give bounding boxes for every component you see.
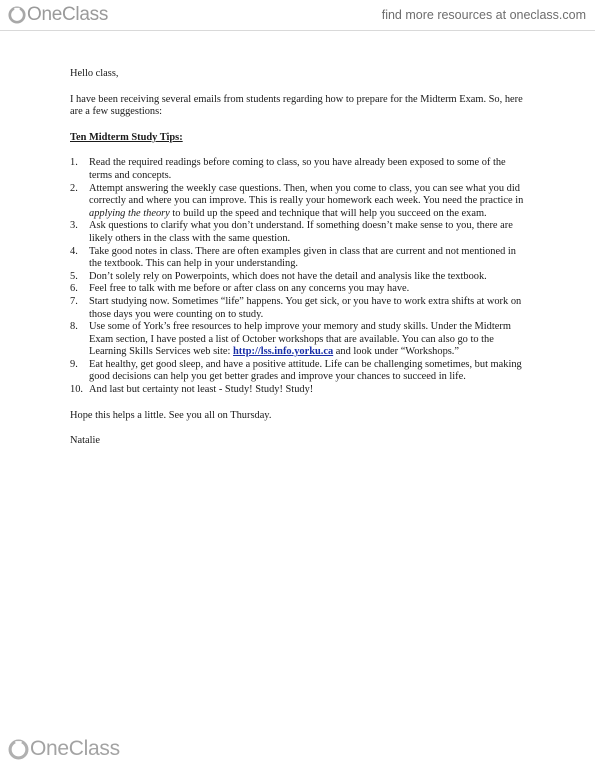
list-item [70, 384, 530, 397]
list-item [70, 246, 530, 271]
item-text-part: Attempt answering the weekly case questions. Then, when you come to class, you can see what you did correctly and where you can improve. This is really your homework each week. You need the practice in [89, 182, 524, 207]
item-number: 1. [70, 157, 78, 169]
footer-oneclass-logo[interactable] [8, 737, 120, 761]
item-number: 6. [70, 283, 78, 295]
item-text: Take good notes in class. There are often examples given in class that are current and not mentioned in the textbook. This can help in your understanding. [89, 245, 516, 270]
footer-logo-text: OneClass [30, 737, 120, 760]
item-text: Read the required readings before coming to class, so you have already been exposed to some of the terms and concepts. [89, 157, 506, 181]
list-item [70, 157, 530, 182]
item-text-part: to build up the speed and technique that will help you succeed on the exam. [169, 207, 487, 219]
page-header [0, 0, 595, 31]
item-number: 5. [70, 270, 78, 282]
list-item [70, 296, 530, 321]
item-text-part: and look under “Workshops.” [333, 346, 460, 358]
signature: Natalie [70, 435, 100, 447]
item-text: And last but certainty not least - Study! Study! Study! [89, 384, 314, 396]
item-number: 2. [70, 182, 78, 194]
list-item [70, 283, 530, 296]
resources-link[interactable]: find more resources at oneclass.com [381, 8, 586, 22]
item-number: 10. [70, 384, 83, 396]
item-text: Start studying now. Sometimes “life” happens. You get sick, or you have to work extra shifts at work on those days you were counting on to study. [89, 295, 522, 320]
list-item [70, 359, 530, 384]
item-number: 8. [70, 321, 78, 333]
emphasis-applying-theory: applying the theory [89, 207, 170, 219]
item-text: Eat healthy, get good sleep, and have a positive attitude. Life can be challenging sometimes, but making good decisions can help you get better grades and improve your chances to succeed in life. [89, 358, 522, 383]
list-item [70, 220, 530, 245]
item-number: 7. [70, 295, 78, 307]
tips-heading: Ten Midterm Study Tips: [70, 131, 183, 143]
item-text: Don’t solely rely on Powerpoints, which does not have the detail and analysis like the textbook. [89, 270, 487, 282]
greeting: Hello class, [70, 68, 119, 79]
closing-line: Hope this helps a little. See you all on Thursday. [70, 409, 272, 421]
oneclass-logo-icon [8, 6, 26, 24]
list-item [70, 183, 530, 221]
intro-paragraph: I have been receiving several emails from students regarding how to prepare for the Midterm Exam. So, here are a few suggestions: [70, 93, 523, 118]
item-number: 9. [70, 358, 78, 370]
item-number: 3. [70, 220, 78, 232]
item-text: Feel free to talk with me before or after class on any concerns you may have. [89, 283, 410, 295]
item-text: Ask questions to clarify what you don’t understand. If something doesn’t make sense to you, there are likely others in the class with the same question. [89, 220, 513, 244]
learning-skills-link[interactable]: http://lss.info.yorku.ca [233, 346, 334, 358]
letter-body [70, 68, 530, 448]
oneclass-logo[interactable] [8, 5, 108, 25]
item-text [89, 183, 530, 221]
tips-list [70, 157, 530, 396]
oneclass-logo-icon [8, 739, 29, 760]
logo-text: OneClass [27, 4, 109, 25]
item-text [89, 321, 530, 359]
list-item [70, 271, 530, 284]
item-text-part: Use some of York’s free resources to help improve your memory and study skills. Under the Midterm Exam section, I have posted a list of October workshops that are available. You can also go to the Learning Skills Services web site: [89, 321, 511, 358]
item-number: 4. [70, 245, 78, 257]
list-item [70, 321, 530, 359]
